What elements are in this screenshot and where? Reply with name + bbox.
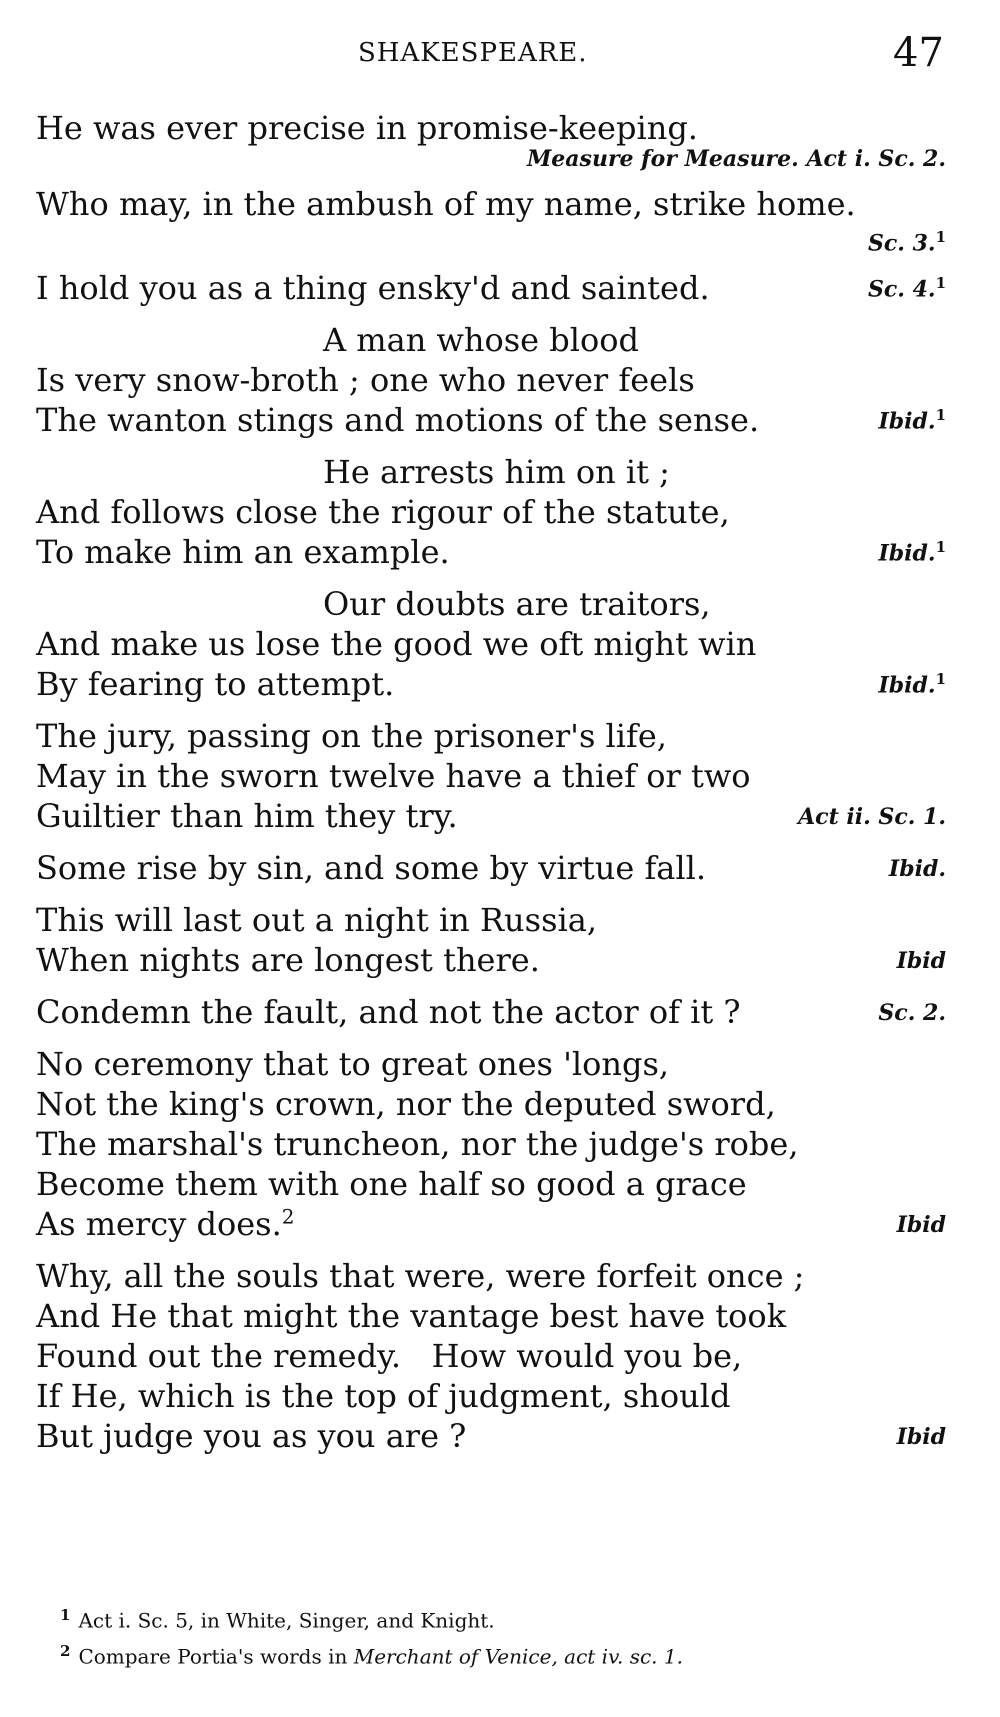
source-text: Ibid.	[878, 672, 936, 699]
source-citation	[36, 224, 946, 256]
verse-line: Condemn the fault, and not the actor of it ?	[36, 993, 741, 1032]
footnote-mark: 1	[60, 1606, 71, 1624]
source-citation	[868, 270, 946, 302]
verse-line: And make us lose the good we oft might win	[36, 625, 757, 664]
quotation-entry	[36, 716, 946, 836]
source-text: Ibid.	[878, 540, 936, 567]
verse-line: Not the king's crown, nor the deputed sword,	[36, 1085, 776, 1124]
source-citation	[878, 666, 946, 698]
footnote-text: Compare Portia's words in	[78, 1644, 354, 1669]
source-citation	[878, 402, 946, 434]
verse-line: Guiltier than him they try.	[36, 797, 458, 836]
verse-line: If He, which is the top of judgment, should	[36, 1377, 731, 1416]
quotation-entry	[36, 584, 946, 704]
source-citation: Act ii. Sc. 1.	[798, 804, 946, 831]
footnote-ref: 1	[935, 274, 946, 292]
footnote	[60, 1600, 920, 1636]
source-citation: Ibid	[896, 1424, 946, 1451]
footnote	[60, 1636, 920, 1672]
verse-line: By fearing to attempt.	[36, 665, 395, 704]
footnote-ref: 1	[935, 670, 946, 688]
source-text: Sc. 4.	[867, 276, 936, 303]
source-text: Sc. 3.	[867, 230, 936, 257]
quotation-entry	[36, 108, 946, 172]
source-citation: Ibid.	[888, 856, 946, 883]
running-title: SHAKESPEARE.	[358, 38, 588, 68]
footnote-mark: 2	[60, 1641, 71, 1660]
verse-line: Why, all the souls that were, were forfeit once ;	[36, 1257, 805, 1296]
quotation-entry	[36, 1044, 946, 1244]
footnote-text: Act i. Sc. 5, in White, Singer, and Knight.	[78, 1608, 495, 1633]
verse-line: No ceremony that to great ones 'longs,	[36, 1045, 670, 1084]
quotation-entry	[36, 268, 946, 308]
quotation-entry	[36, 1256, 946, 1456]
footnotes	[60, 1600, 920, 1671]
quotation-list	[36, 108, 946, 1468]
verse-line: May in the sworn twelve have a thief or two	[36, 757, 751, 796]
source-citation: Sc. 2.	[878, 1000, 946, 1027]
footnote-italic-text: Merchant of Venice, act iv. sc. 1.	[353, 1644, 683, 1669]
verse-line	[36, 1204, 946, 1244]
verse-line: A man whose blood	[323, 321, 640, 360]
verse-line: He arrests him on it ;	[323, 453, 670, 492]
running-header	[0, 30, 1000, 80]
footnote-ref: 1	[935, 406, 946, 424]
verse-line: He was ever precise in promise-keeping.	[36, 109, 698, 147]
source-citation: Ibid	[896, 1212, 946, 1239]
verse-line: Some rise by sin, and some by virtue fall.	[36, 849, 707, 888]
footnote-ref: 1	[935, 228, 946, 246]
verse-line: And follows close the rigour of the statute,	[36, 493, 730, 532]
quotation-entry	[36, 992, 946, 1032]
footnote-ref: 1	[935, 538, 946, 556]
verse-line: The marshal's truncheon, nor the judge's robe,	[36, 1125, 799, 1164]
verse-line: But judge you as you are ?	[36, 1417, 467, 1456]
verse-line: This will last out a night in Russia,	[36, 901, 597, 940]
quotation-entry	[36, 184, 946, 256]
verse-line: Is very snow-broth ; one who never feels	[36, 361, 695, 400]
verse-line: The wanton stings and motions of the sense.	[36, 401, 760, 440]
verse-line: When nights are longest there.	[36, 941, 540, 980]
quotation-entry	[36, 320, 946, 440]
quotation-entry	[36, 848, 946, 888]
footnote-ref: 2	[281, 1204, 295, 1229]
verse-line: Who may, in the ambush of my name, strike home.	[36, 185, 856, 223]
verse-line: I hold you as a thing ensky'd and sainted.	[36, 269, 710, 308]
verse-line: To make him an example.	[36, 533, 450, 572]
verse-line: Found out the remedy. How would you be,	[36, 1337, 743, 1376]
verse-text: As mercy does.	[36, 1205, 282, 1244]
page-number: 47	[893, 30, 944, 76]
quotation-entry	[36, 452, 946, 572]
source-text: Ibid.	[878, 408, 936, 435]
source-citation: Measure for Measure. Act i. Sc. 2.	[526, 146, 946, 172]
quotation-entry	[36, 900, 946, 980]
source-citation: Ibid	[896, 948, 946, 975]
verse-line: The jury, passing on the prisoner's life,	[36, 717, 667, 756]
verse-line: Our doubts are traitors,	[323, 585, 711, 624]
verse-line: And He that might the vantage best have took	[36, 1297, 787, 1336]
verse-line: Become them with one half so good a grace	[36, 1165, 747, 1204]
source-citation	[878, 534, 946, 566]
